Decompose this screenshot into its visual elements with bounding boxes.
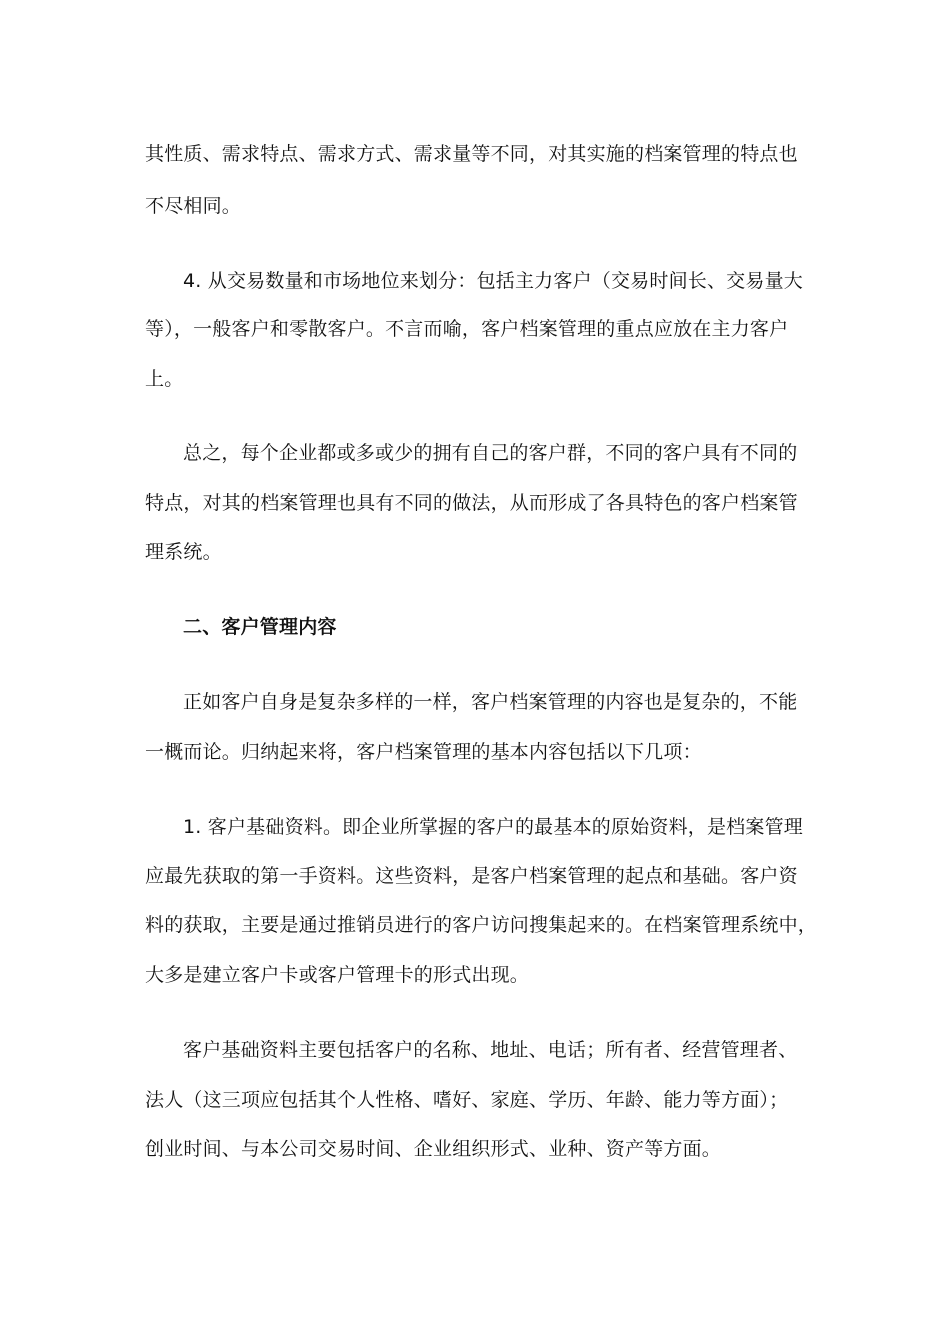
paragraph-line: 上。	[145, 368, 184, 390]
paragraph-line: 创业时间、与本公司交易时间、企业组织形式、业种、资产等方面。	[145, 1138, 722, 1160]
paragraph-line: 正如客户自身是复杂多样的一样，客户档案管理的内容也是复杂的，不能	[183, 691, 798, 713]
paragraph-line: 不尽相同。	[145, 195, 242, 217]
paragraph-line: 一概而论。归纳起来将，客户档案管理的基本内容包括以下几项：	[145, 741, 702, 763]
paragraph-line: 特点，对其的档案管理也具有不同的做法，从而形成了各具特色的客户档案管	[145, 492, 798, 514]
paragraph-line: 4. 从交易数量和市场地位来划分：包括主力客户（交易时间长、交易量大	[183, 270, 803, 292]
paragraph-line: 1. 客户基础资料。即企业所掌握的客户的最基本的原始资料，是档案管理	[183, 816, 803, 838]
paragraph-line: 应最先获取的第一手资料。这些资料，是客户档案管理的起点和基础。客户资	[145, 865, 798, 887]
paragraph-line: 客户基础资料主要包括客户的名称、地址、电话；所有者、经营管理者、	[183, 1039, 798, 1061]
paragraph-line: 总之，每个企业都或多或少的拥有自己的客户群，不同的客户具有不同的	[183, 442, 798, 464]
paragraph-line: 理系统。	[145, 541, 222, 563]
section-heading: 二、客户管理内容	[183, 616, 337, 638]
paragraph-line: 大多是建立客户卡或客户管理卡的形式出现。	[145, 964, 530, 986]
paragraph-line: 等），一般客户和零散客户。不言而喻，客户档案管理的重点应放在主力客户	[145, 318, 789, 340]
paragraph-line: 其性质、需求特点、需求方式、需求量等不同，对其实施的档案管理的特点也	[145, 143, 798, 165]
paragraph-line: 法人（这三项应包括其个人性格、嗜好、家庭、学历、年龄、能力等方面）；	[145, 1089, 789, 1111]
paragraph-line: 料的获取，主要是通过推销员进行的客户访问搜集起来的。在档案管理系统中，	[145, 914, 818, 936]
